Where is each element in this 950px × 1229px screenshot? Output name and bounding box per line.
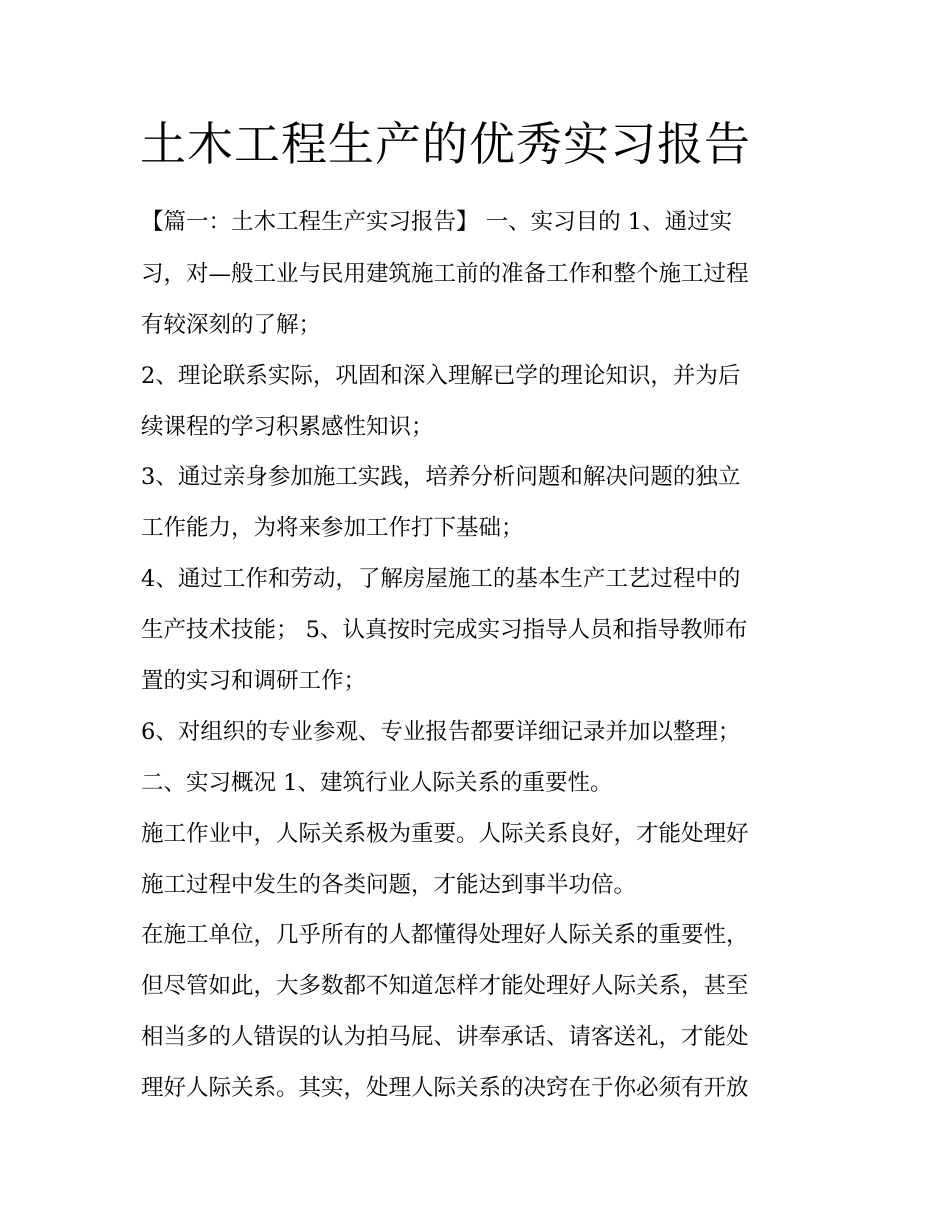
body-line: 施工作业中，人际关系极为重要。人际关系良好，才能处理好: [141, 821, 749, 847]
body-line: 4、通过工作和劳动，了解房屋施工的基本生产工艺过程中的: [141, 566, 741, 592]
body-line: 施工过程中发生的各类问题，才能达到事半功倍。: [141, 872, 637, 898]
body-line: 生产技术技能； 5、认真按时完成实习指导人员和指导教师布: [141, 617, 748, 643]
body-line: 3、通过亲身参加施工实践，培养分析问题和解决问题的独立: [141, 464, 741, 490]
body-line: 续课程的学习积累感性知识；: [141, 414, 434, 440]
body-line: 在施工单位，几乎所有的人都懂得处理好人际关系的重要性，: [141, 922, 749, 948]
body-line: 2、理论联系实际，巩固和深入理解已学的理论知识，并为后: [141, 363, 741, 389]
body-line: 有较深刻的了解；: [141, 312, 322, 338]
body-line: 习，对—般工业与民用建筑施工前的准备工作和整个施工过程: [141, 261, 749, 287]
body-line: 工作能力，为将来参加工作打下基础；: [141, 515, 524, 541]
body-line: 相当多的人错误的认为拍马屁、讲奉承话、请客送礼，才能处: [141, 1024, 749, 1050]
body-line: 二、实习概况 1、建筑行业人际关系的重要性。: [141, 770, 613, 796]
body-line: 【篇一：土木工程生产实习报告】 一、实习目的 1、通过实: [141, 209, 733, 235]
body-line: 6、对组织的专业参观、专业报告都要详细记录并加以整理；: [141, 719, 741, 745]
document-title: 土木工程生产的优秀实习报告: [140, 117, 751, 171]
body-line: 置的实习和调研工作；: [141, 668, 367, 694]
body-line: 理好人际关系。其实，处理人际关系的决窍在于你必须有开放: [141, 1075, 749, 1101]
body-line: 但尽管如此，大多数都不知道怎样才能处理好人际关系，甚至: [141, 973, 749, 999]
